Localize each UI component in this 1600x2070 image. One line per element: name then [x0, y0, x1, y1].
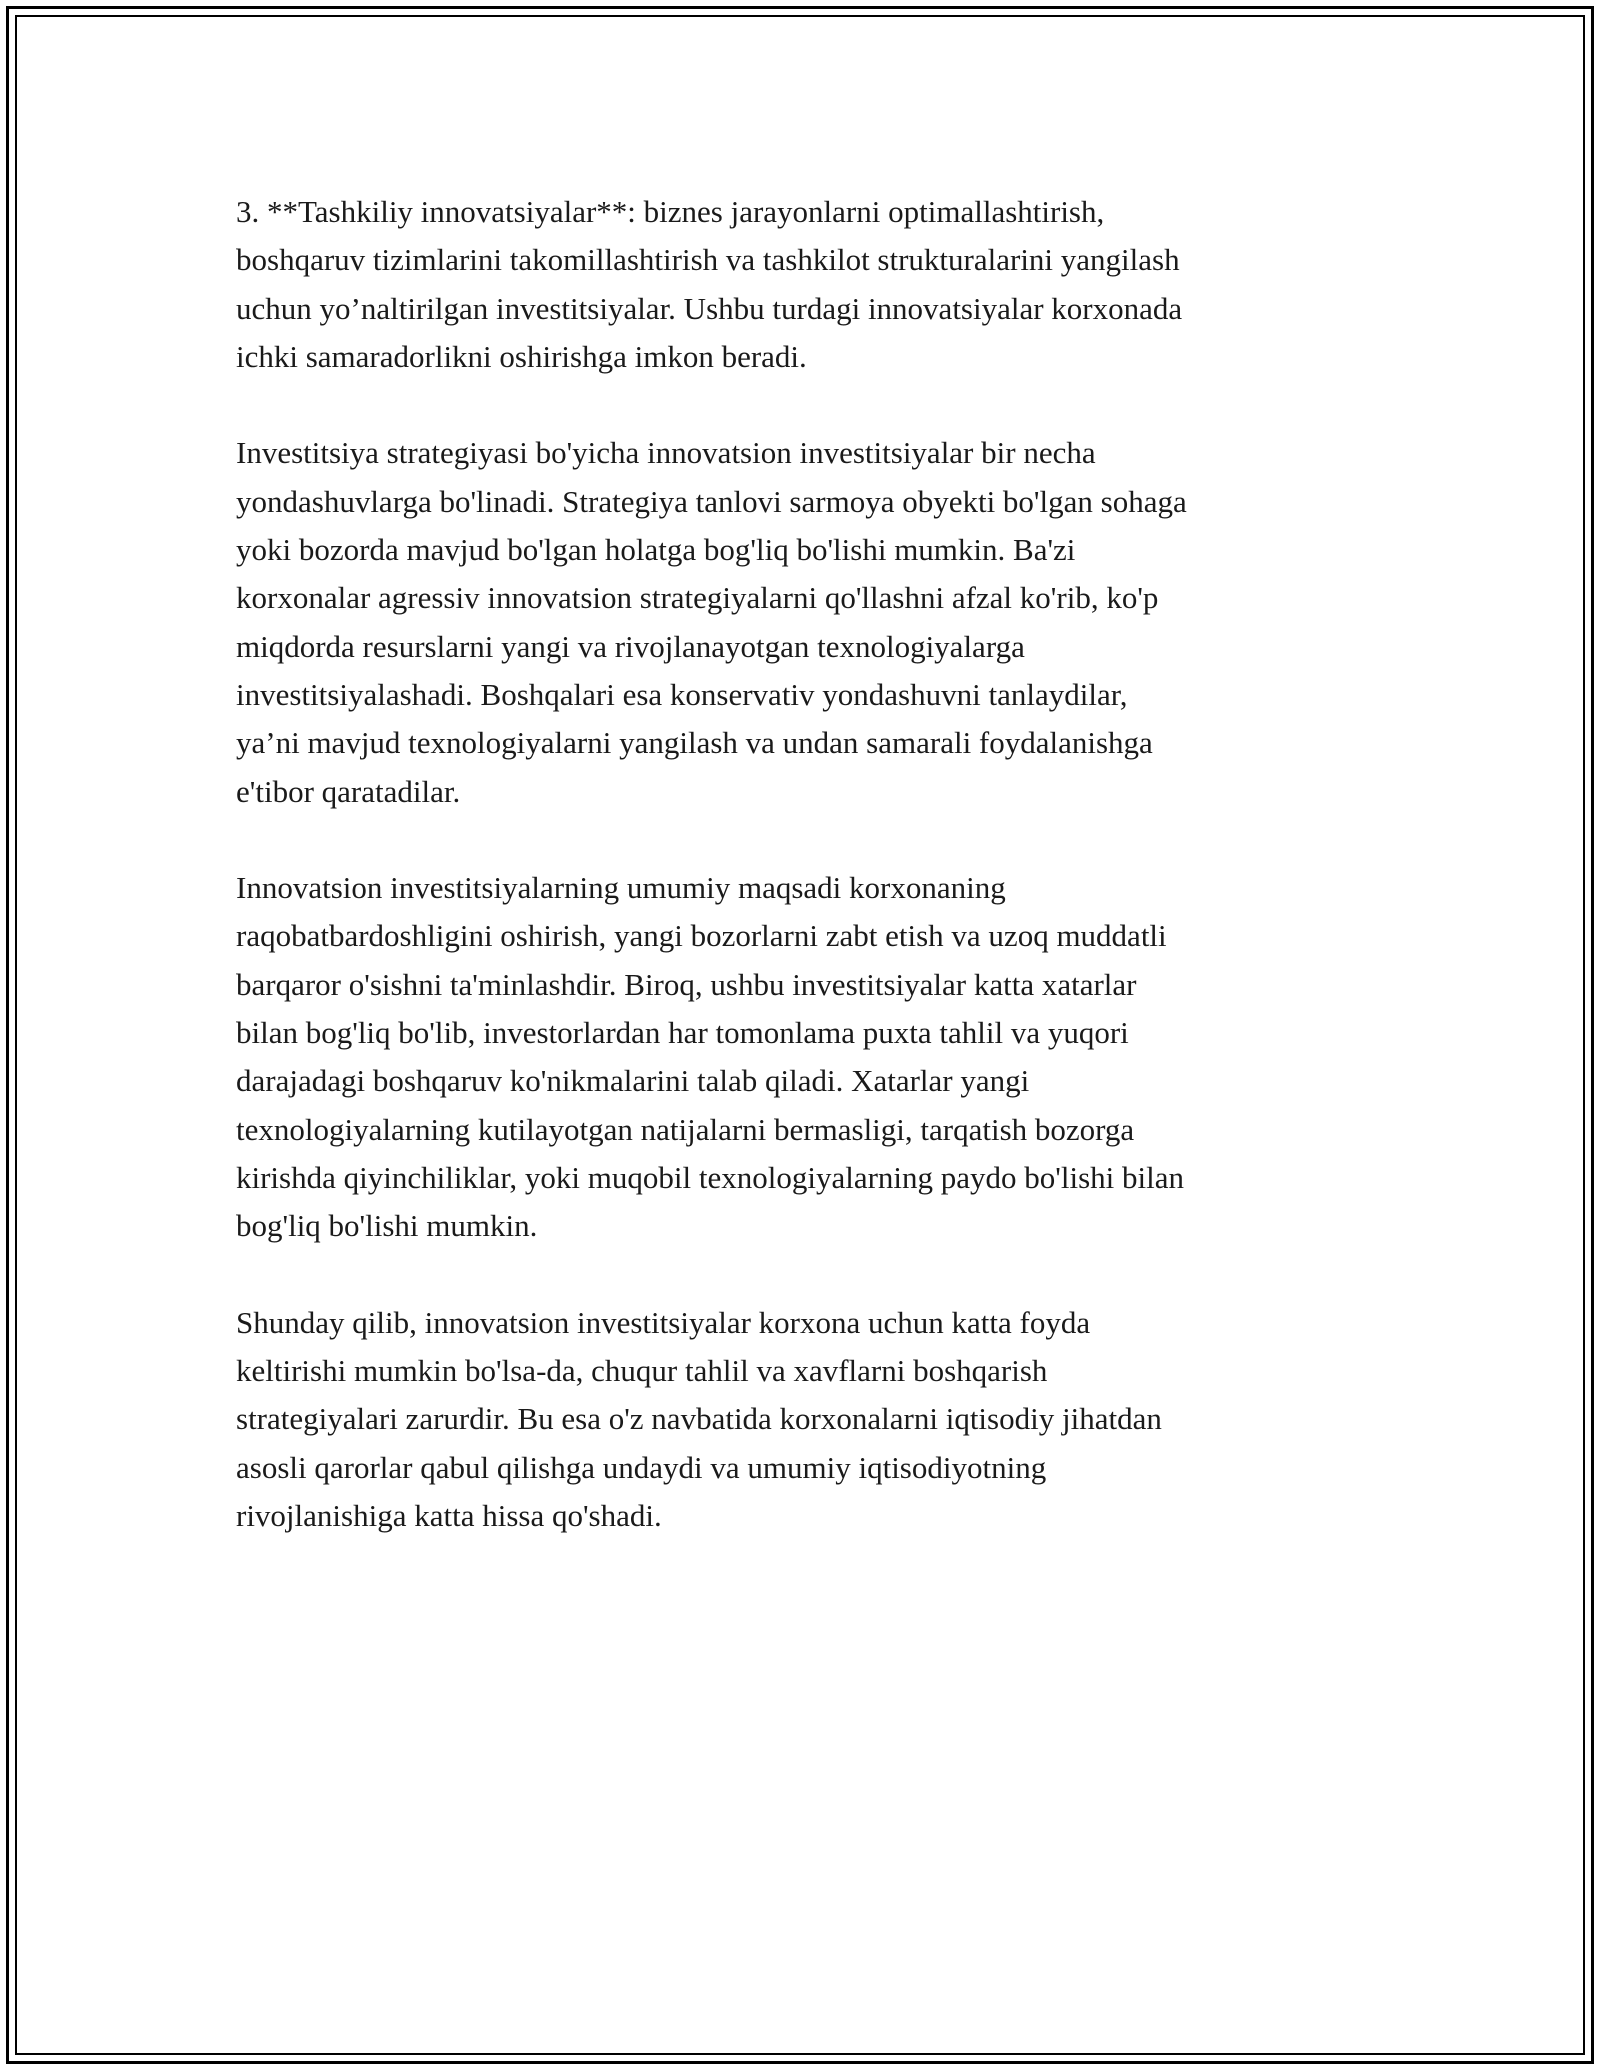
paragraph-general-goal-and-risks [236, 864, 1386, 1250]
text-line: e'tibor qaratadilar. [236, 773, 461, 809]
text-line: barqaror o'sishni ta'minlashdir. Biroq, ushbu investitsiyalar katta xatarlar [236, 966, 1137, 1002]
text-line: darajadagi boshqaruv ko'nikmalarini talab qiladi. Xatarlar yangi [236, 1063, 1030, 1099]
text-line: 3. **Tashkiliy innovatsiyalar**: biznes jarayonlarni optimallashtirish, [236, 194, 1105, 229]
text-line: Investitsiya strategiyasi bo'yicha innovatsion investitsiyalar bir necha [236, 435, 1096, 471]
text-line: ichki samaradorlikni oshirishga imkon beradi. [236, 338, 807, 374]
text-line: asosli qarorlar qabul qilishga undaydi va umumiy iqtisodiyotning [236, 1449, 1047, 1485]
text-line: texnologiyalarning kutilayotgan natijalarni bermasligi, tarqatish bozorga [236, 1111, 1135, 1147]
document-body [236, 188, 1386, 1540]
text-line: strategiyalari zarurdir. Bu esa o'z navbatida korxonalarni iqtisodiy jihatdan [236, 1401, 1162, 1437]
text-line: korxonalar agressiv innovatsion strategiyalarni qo'llashni afzal ko'rib, ko'p [236, 580, 1159, 616]
paragraph-investment-strategy [236, 429, 1386, 815]
text-line: kirishda qiyinchiliklar, yoki muqobil texnologiyalarning paydo bo'lishi bilan [236, 1159, 1184, 1195]
text-line: bog'liq bo'lishi mumkin. [236, 1208, 538, 1244]
text-line: raqobatbardoshligini oshirish, yangi bozorlarni zabt etish va uzoq muddatli [236, 918, 1167, 954]
text-line: keltirishi mumkin bo'lsa-da, chuqur tahlil va xavflarni boshqarish [236, 1353, 1048, 1389]
text-line: investitsiyalashadi. Boshqalari esa konservativ yondashuvni tanlaydilar, [236, 676, 1128, 712]
text-line: boshqaruv tizimlarini takomillashtirish va tashkilot strukturalarini yangilash [236, 242, 1180, 278]
text-line: Innovatsion investitsiyalarning umumiy maqsadi korxonaning [236, 870, 1006, 906]
paragraph-conclusion [236, 1299, 1386, 1540]
text-line: yondashuvlarga bo'linadi. Strategiya tanlovi sarmoya obyekti bo'lgan sohaga [236, 483, 1187, 519]
text-line: Shunday qilib, innovatsion investitsiyalar korxona uchun katta foyda [236, 1304, 1091, 1340]
text-line: rivojlanishiga katta hissa qo'shadi. [236, 1498, 662, 1534]
text-line: ya’ni mavjud texnologiyalarni yangilash va undan samarali foydalanishga [236, 725, 1153, 761]
text-line: uchun yo’naltirilgan investitsiyalar. Ushbu turdagi innovatsiyalar korxonada [236, 290, 1183, 326]
paragraph-organizational-innovations [236, 188, 1386, 381]
text-line: yoki bozorda mavjud bo'lgan holatga bog'liq bo'lishi mumkin. Ba'zi [236, 532, 1076, 568]
text-line: bilan bog'liq bo'lib, investorlardan har tomonlama puxta tahlil va yuqori [236, 1015, 1129, 1051]
text-line: miqdorda resurslarni yangi va rivojlanayotgan texnologiyalarga [236, 628, 1025, 664]
